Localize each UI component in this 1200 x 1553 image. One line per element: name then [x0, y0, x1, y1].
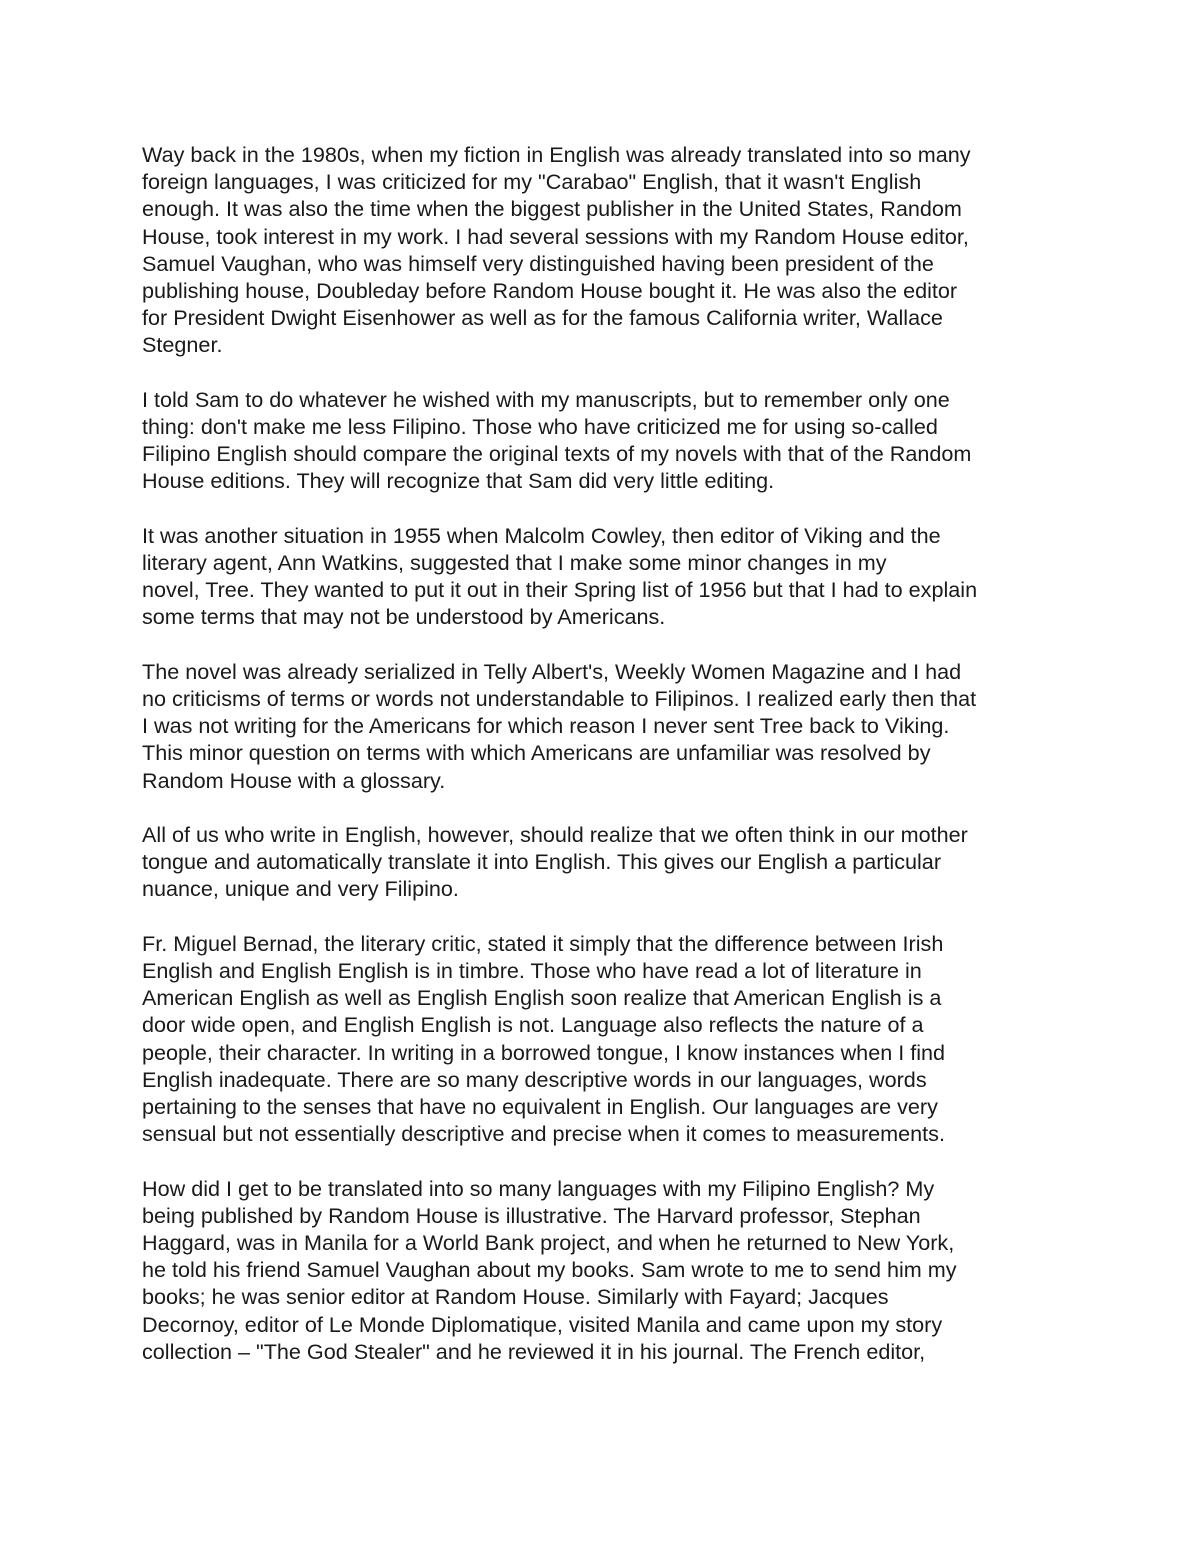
paragraph-viking-1955: It was another situation in 1955 when Malcolm Cowley, then editor of Viking and the literary agent, Ann Watkins, suggested that I make some minor changes in my novel, Tree. They wanted to put it out in their Spring list of 1956 but that I had to explain some terms that may not be understood by Americans. [142, 522, 978, 630]
paragraph-serialized-novel: The novel was already serialized in Telly Albert's, Weekly Women Magazine and I had no criticisms of terms or words not understandable to Filipinos. I realized early then that I was not writing for the Americans for which reason I never sent Tree back to Viking. This minor question on terms with which Americans are unfamiliar was resolved by Random House with a glossary. [142, 658, 977, 793]
paragraph-translations: How did I get to be translated into so many languages with my Filipino English? My being published by Random House is illustrative. The Harvard professor, Stephan Haggard, was in Manila for a World Bank project, and when he returned to New York, he told his friend Samuel Vaughan about my books. Sam wrote to me to send him my books; he was senior editor at Random House. Similarly with Fayard; Jacques Decornoy, editor of Le Monde Diplomatique, visited Manila and came upon my story collection – "The God Stealer" and he reviewed it in his journal. The French editor, [142, 1175, 957, 1364]
paragraph-bernad-timbre: Fr. Miguel Bernad, the literary critic, stated it simply that the difference between Irish English and English English is in timbre. Those who have read a lot of literature in American English as well as English English soon realize that American English is a door wide open, and English English is not. Language also reflects the nature of a people, their character. In writing in a borrowed tongue, I know instances when I find English inadequate. There are so many descriptive words in our languages, words pertaining to the senses that have no equivalent in English. Our languages are very sensual but not essentially descriptive and precise when it comes to measurements. [142, 930, 946, 1147]
paragraph-carabao-english: Way back in the 1980s, when my fiction in English was already translated into so many foreign languages, I was criticized for my "Carabao" English, that it wasn't English enough. It was also the time when the biggest publisher in the United States, Random House, took interest in my work. I had several sessions with my Random House editor, Samuel Vaughan, who was himself very distinguished having been president of the publishing house, Doubleday before Random House bought it. He was also the editor for President Dwight Eisenhower as well as for the famous California writer, Wallace Stegner. [142, 142, 971, 358]
paragraph-mother-tongue: All of us who write in English, however, should realize that we often think in our mother tongue and automatically translate it into English. This gives our English a particular nuance, unique and very Filipino. [142, 822, 968, 902]
document-page [142, 141, 1072, 1365]
paragraph-manuscripts: I told Sam to do whatever he wished with my manuscripts, but to remember only one thing: don't make me less Filipino. Those who have criticized me for using so-called Filipino English should compare the original texts of my novels with that of the Random House editions. They will recognize that Sam did very little editing. [142, 386, 972, 494]
